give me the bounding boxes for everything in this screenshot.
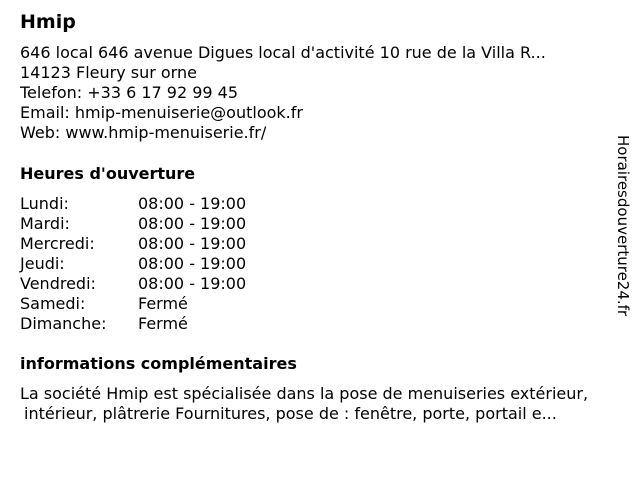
phone-line: Telefon: +33 6 17 92 99 45 [20, 83, 239, 102]
address-line-1: 646 local 646 avenue Digues local d'activité 10 rue de la Villa R... [20, 43, 546, 62]
day-hours: 08:00 - 19:00 [138, 214, 247, 233]
day-hours: Fermé [138, 294, 188, 313]
email-line: Email: hmip-menuiserie@outlook.fr [20, 103, 303, 122]
opening-hours-table [20, 194, 246, 334]
day-hours: 08:00 - 19:00 [138, 274, 247, 293]
hours-row-sunday [20, 314, 246, 334]
description-line-2: intérieur, plâtrerie Fournitures, pose de : fenêtre, porte, portail e... [24, 404, 557, 423]
business-name: Hmip [20, 11, 76, 33]
day-label: Mardi: [20, 214, 70, 233]
hours-row-tuesday [20, 214, 246, 234]
day-label: Vendredi: [20, 274, 96, 293]
hours-row-saturday [20, 294, 246, 314]
day-hours: 08:00 - 19:00 [138, 194, 247, 213]
day-hours: 08:00 - 19:00 [138, 254, 247, 273]
day-hours: Fermé [138, 314, 188, 333]
day-label: Samedi: [20, 294, 86, 313]
business-description [20, 384, 632, 424]
hours-row-wednesday [20, 234, 246, 254]
day-hours: 08:00 - 19:00 [138, 234, 247, 253]
contact-block [20, 43, 546, 143]
hours-row-monday [20, 194, 246, 214]
opening-hours-heading: Heures d'ouverture [20, 164, 196, 183]
description-line-1: La société Hmip est spécialisée dans la pose de menuiseries extérieur, [20, 384, 589, 403]
site-watermark: Horairesdouverture24.fr [614, 135, 632, 317]
address-line-2: 14123 Fleury sur orne [20, 63, 197, 82]
day-label: Dimanche: [20, 314, 107, 333]
web-line: Web: www.hmip-menuiserie.fr/ [20, 123, 267, 142]
day-label: Lundi: [20, 194, 69, 213]
additional-info-heading: informations complémentaires [20, 354, 297, 373]
day-label: Jeudi: [20, 254, 65, 273]
day-label: Mercredi: [20, 234, 95, 253]
hours-row-thursday [20, 254, 246, 274]
hours-row-friday [20, 274, 246, 294]
